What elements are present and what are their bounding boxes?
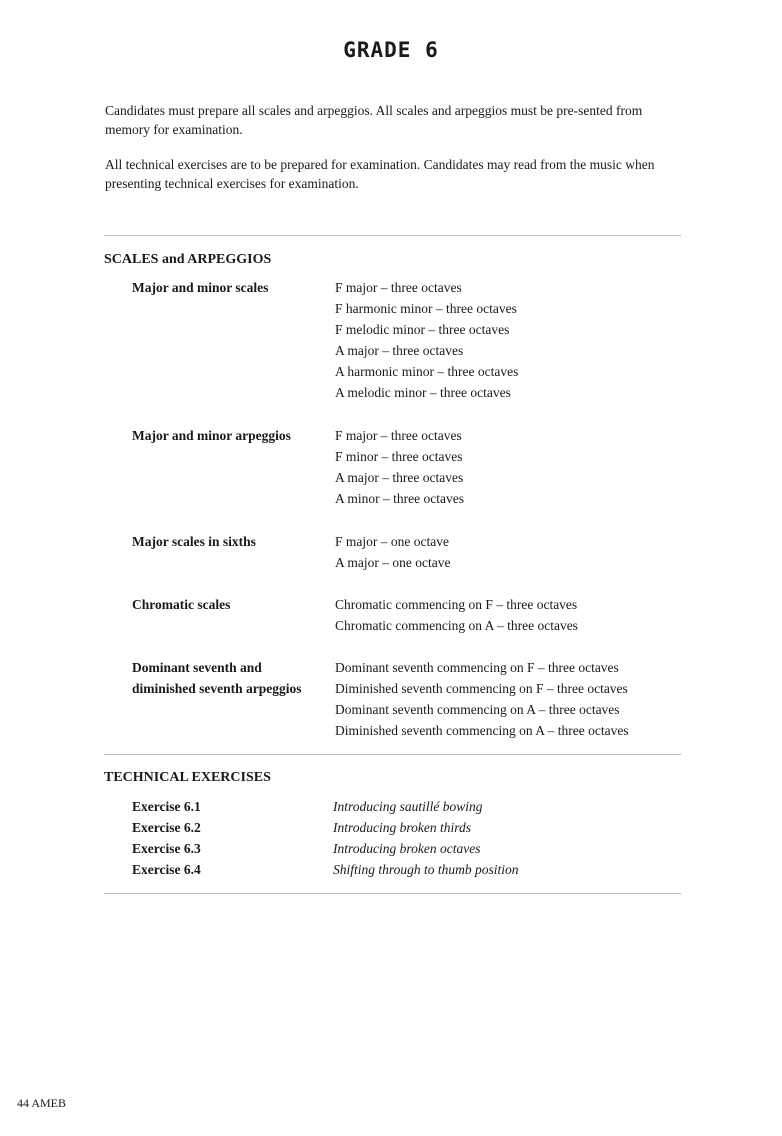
exercise-description: Shifting through to thumb position xyxy=(333,862,519,877)
scale-item: F melodic minor – three octaves xyxy=(335,322,510,337)
seventh-item: Dominant seventh commencing on A – three octaves xyxy=(335,702,620,717)
scale-item: A harmonic minor – three octaves xyxy=(335,364,519,379)
exercise-row xyxy=(0,859,782,880)
exercise-description: Introducing broken octaves xyxy=(333,841,481,856)
exercises-section-heading: TECHNICAL EXERCISES xyxy=(104,770,271,785)
scales-section-heading: SCALES and ARPEGGIOS xyxy=(104,252,272,267)
exercise-label: Exercise 6.2 xyxy=(132,820,201,835)
arpeggio-item: F major – three octaves xyxy=(335,428,462,443)
seventh-item: Diminished seventh commencing on A – three octaves xyxy=(335,723,629,738)
sixths-item: A major – one octave xyxy=(335,555,451,570)
scales-group-label: Major and minor scales xyxy=(132,280,269,295)
scale-item: A melodic minor – three octaves xyxy=(335,385,511,400)
page-title: GRADE 6 xyxy=(343,38,439,62)
chromatic-group-items xyxy=(335,594,578,636)
exercise-label: Exercise 6.4 xyxy=(132,862,201,877)
chromatic-group-label: Chromatic scales xyxy=(132,597,231,612)
arpeggios-group-label: Major and minor arpeggios xyxy=(132,428,291,443)
sixths-item: F major – one octave xyxy=(335,534,449,549)
seventh-arpeggios-group-items xyxy=(335,657,629,741)
sixths-group-label: Major scales in sixths xyxy=(132,534,256,549)
seventh-item: Diminished seventh commencing on F – three octaves xyxy=(335,681,628,696)
section-divider-bottom xyxy=(104,893,681,894)
exercise-row xyxy=(0,838,782,859)
chromatic-item: Chromatic commencing on A – three octaves xyxy=(335,618,578,633)
chromatic-item: Chromatic commencing on F – three octaves xyxy=(335,597,578,612)
exercise-label: Exercise 6.1 xyxy=(132,799,201,814)
sixths-group-items xyxy=(335,531,450,573)
section-divider-middle xyxy=(104,754,681,755)
arpeggio-item: F minor – three octaves xyxy=(335,449,463,464)
seventh-label-line: Dominant seventh and xyxy=(132,660,262,675)
arpeggios-group-items xyxy=(335,425,464,509)
section-divider-top xyxy=(104,235,681,236)
intro-paragraph-1: Candidates must prepare all scales and arpeggios. All scales and arpeggios must be pre-sented from memory for examination. xyxy=(105,103,643,137)
seventh-item: Dominant seventh commencing on F – three octaves xyxy=(335,660,619,675)
exercise-row xyxy=(0,796,782,817)
exercise-label: Exercise 6.3 xyxy=(132,841,201,856)
scale-item: F harmonic minor – three octaves xyxy=(335,301,517,316)
scale-item: F major – three octaves xyxy=(335,280,462,295)
seventh-label-line: diminished seventh arpeggios xyxy=(132,681,302,696)
arpeggio-item: A major – three octaves xyxy=(335,470,464,485)
seventh-arpeggios-group-label xyxy=(132,657,302,699)
exercise-row xyxy=(0,817,782,838)
page-footer: 44 AMEB xyxy=(17,1096,67,1110)
exercise-description: Introducing sautillé bowing xyxy=(333,799,483,814)
arpeggio-item: A minor – three octaves xyxy=(335,491,464,506)
scales-group-items xyxy=(335,277,518,403)
exercise-description: Introducing broken thirds xyxy=(333,820,471,835)
intro-paragraph-2: All technical exercises are to be prepared for examination. Candidates may read from the music when presenting technical exercises for examination. xyxy=(105,157,655,191)
scale-item: A major – three octaves xyxy=(335,343,464,358)
